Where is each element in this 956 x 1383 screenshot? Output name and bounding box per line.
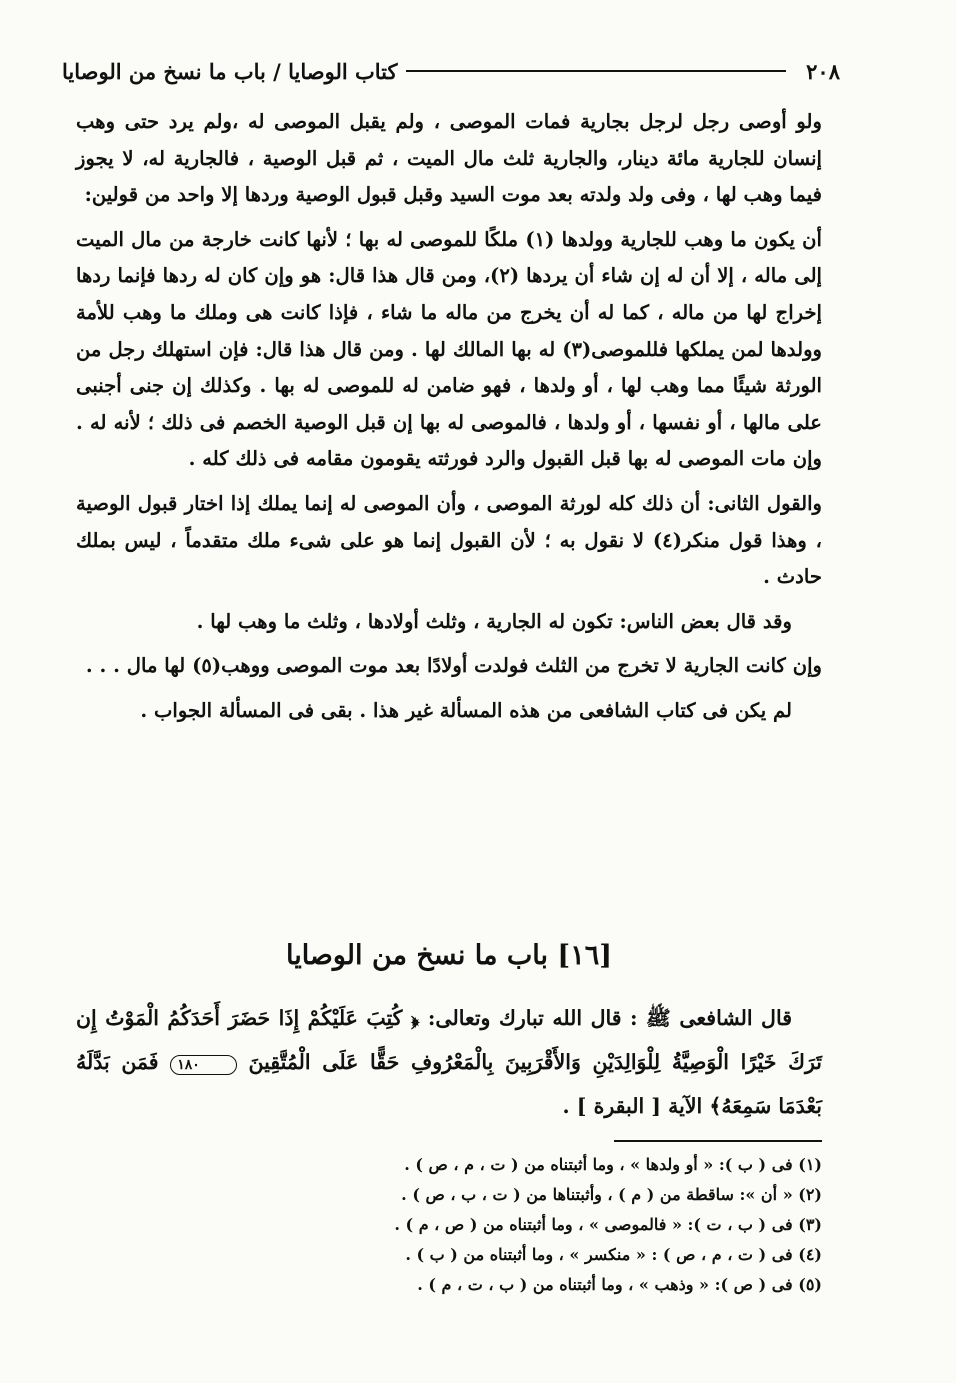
paragraph: والقول الثانى: أن ذلك كله لورثة الموصى ، وأن الموصى له إنما يملك إذا اختار قبول الوصية ، وهذا قول منكر(٤) لا نقول به ؛ لأن القبول إنما هو على شىء ملك متقدماً ، ليس بملك حادث . xyxy=(76,491,822,589)
quran-quote-paragraph xyxy=(76,996,822,1128)
paragraph: وإن كانت الجارية لا تخرج من الثلث فولدت أولادًا بعد موت الموصى ووهب(٥) لها مال . . . xyxy=(85,654,822,678)
section-heading: [١٦] باب ما نسخ من الوصايا xyxy=(285,940,613,971)
header-rule xyxy=(406,70,787,72)
footnote-rule xyxy=(614,1140,822,1142)
page-number: ٢٠٨ xyxy=(806,58,840,84)
paragraph: ولو أوصى رجل لرجل بجارية فمات الموصى ، ولم يقبل الموصى له ،ولم يرد حتى وهب إنسان للجارية مائة دينار، والجارية ثلث مال الميت ، ثم قبل الوصية ، فالجارية له، لا يجوز فيما وهب لها ، وفى ولد ولدته بعد موت السيد وقبل قبول الوصية وردها إلا واحد من قولين: xyxy=(76,110,822,207)
footnote: (٣) فى ( ب ، ت ): « فالموصى » ، وما أثبتناه من ( ص ، م ) . xyxy=(394,1215,822,1234)
quote-text-end: فَمَن بَدَّلَهُ بَعْدَمَا سَمِعَهُ﴾ الآية [ البقرة ] . xyxy=(76,1050,822,1118)
running-title: كتاب الوصايا / باب ما نسخ من الوصايا xyxy=(62,58,398,84)
main-text xyxy=(76,104,822,738)
footnote: (٥) فى ( ص ): « وذهب » ، وما أثبتناه من ( ب ، ت ، م ) . xyxy=(417,1275,822,1294)
section-text xyxy=(76,996,822,1128)
paragraph: أن يكون ما وهب للجارية وولدها (١) ملكًا للموصى له بها ؛ لأنها كانت خارجة من مال الميت إلى ماله ، إلا أن له إن شاء أن يردها (٢)، ومن قال هذا قال: هو وإن كان له ردها فإنما ردها إخراج لها من ماله ، كما له أن يخرج من ماله ما شاء ، فإذا كانت هى وملك ما وهب للأمة وولدها لمن يملكها فللموصى(٣) له بها المالك لها . ومن قال هذا قال: فإن استهلك رجل من الورثة شيئًا مما وهب لها ، أو ولدها ، فهو ضامن له للموصى له بها . وكذلك إن جنى أجنبى على مالها ، أو نفسها ، أو ولدها ، فالموصى له بها إن قبل الوصية الخصم فى ذلك ؛ لأنه له . وإن مات الموصى له بها قبل القبول والرد فورثته يقومون مقامه فى ذلك كله . xyxy=(76,227,822,471)
footnotes xyxy=(300,1150,822,1300)
verse-number-marker: ١٨٠ xyxy=(170,1055,237,1075)
footnote: (١) فى ( ب ): « أو ولدها » ، وما أثبتناه من ( ت ، م ، ص ) . xyxy=(404,1155,822,1174)
footnote: (٢) « أن »: ساقطة من ( م ) ، وأثبتناها من ( ت ، ب ، ص ) . xyxy=(401,1185,822,1204)
page-header xyxy=(62,54,840,88)
paragraph: وقد قال بعض الناس: تكون له الجارية ، وثلث أولادها ، وثلث ما وهب لها . xyxy=(196,609,792,633)
footnote: (٤) فى ( ت ، م ، ص ) : « منكسر » ، وما أثبتناه من ( ب ) . xyxy=(405,1245,822,1264)
paragraph: لم يكن فى كتاب الشافعى من هذه المسألة غير هذا . بقى فى المسألة الجواب . xyxy=(140,698,792,722)
quote-text-start: قال الشافعى ﷺ : قال الله تبارك وتعالى: ﴿ كُتِبَ عَلَيْكُمْ إِذَا حَضَرَ أَحَدَكُمُ الْمَوْتُ إِن تَرَكَ خَيْرًا الْوَصِيَّةُ لِلْوَالِدَيْنِ وَالأَقْرَبِينَ بِالْمَعْرُوفِ حَقًّا عَلَى الْمُتَّقِينَ xyxy=(76,1006,822,1074)
